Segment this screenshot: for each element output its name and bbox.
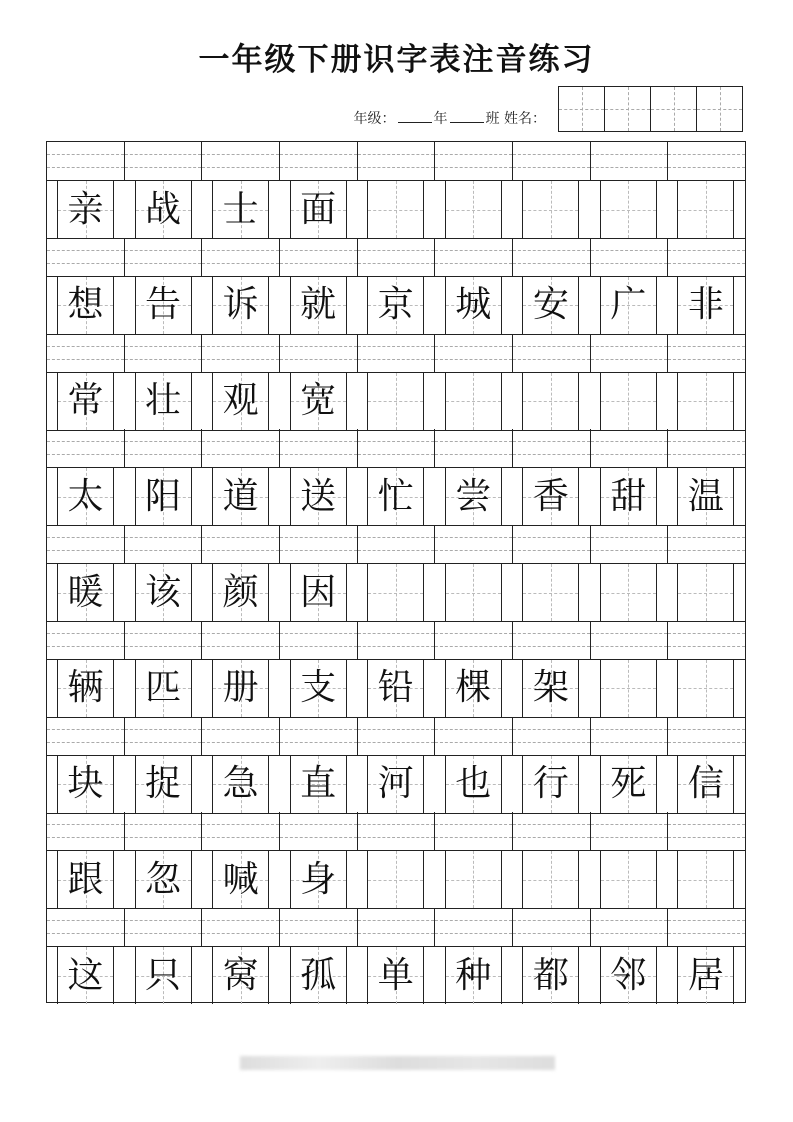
hanzi-character: 只 (145, 954, 182, 996)
pinyin-cell[interactable] (125, 142, 203, 180)
character-cell (445, 277, 502, 334)
pinyin-cell[interactable] (668, 717, 745, 755)
hanzi-character: 战 (145, 188, 182, 230)
character-cell (600, 468, 657, 525)
hanzi-character: 也 (455, 763, 492, 805)
name-cell[interactable] (605, 87, 651, 131)
character-cell[interactable] (600, 564, 657, 621)
character-cell (135, 468, 192, 525)
pinyin-cell[interactable] (125, 621, 203, 659)
character-cell[interactable] (522, 373, 579, 430)
practice-row (47, 908, 745, 1003)
pinyin-cell[interactable] (202, 334, 280, 372)
hanzi-character: 跟 (67, 858, 104, 900)
hanzi-character: 块 (67, 763, 104, 805)
pinyin-cell[interactable] (435, 429, 513, 467)
hanzi-character: 匹 (145, 667, 182, 709)
character-cell (57, 660, 114, 717)
pinyin-cell[interactable] (358, 621, 436, 659)
hanzi-character: 身 (300, 858, 337, 900)
character-cell[interactable] (522, 564, 579, 621)
character-cell (212, 181, 269, 238)
hanzi-character: 士 (222, 188, 259, 230)
pinyin-row (47, 142, 745, 181)
pinyin-cell[interactable] (591, 812, 669, 850)
hanzi-character: 送 (300, 475, 337, 517)
pinyin-row (47, 812, 745, 851)
pinyin-cell[interactable] (202, 142, 280, 180)
hanzi-character: 亲 (67, 188, 104, 230)
pinyin-cell[interactable] (668, 238, 745, 276)
pinyin-cell[interactable] (591, 334, 669, 372)
hanzi-character: 道 (222, 475, 259, 517)
pinyin-cell[interactable] (435, 334, 513, 372)
character-cell (522, 468, 579, 525)
character-cell (290, 756, 347, 813)
character-row (47, 851, 745, 909)
pinyin-cell[interactable] (202, 812, 280, 850)
pinyin-cell[interactable] (668, 142, 745, 180)
character-cell (290, 468, 347, 525)
character-cell (135, 851, 192, 908)
character-cell[interactable] (445, 851, 502, 908)
pinyin-cell[interactable] (513, 238, 591, 276)
hanzi-character: 观 (222, 380, 259, 422)
character-cell (290, 373, 347, 430)
pinyin-row (47, 525, 745, 564)
hanzi-character: 颜 (222, 571, 259, 613)
character-cell[interactable] (600, 660, 657, 717)
student-info (354, 108, 546, 128)
hanzi-character: 这 (67, 954, 104, 996)
pinyin-cell[interactable] (513, 525, 591, 563)
character-cell (290, 947, 347, 1004)
pinyin-cell[interactable] (125, 238, 203, 276)
hanzi-character: 太 (67, 475, 104, 517)
character-cell (212, 660, 269, 717)
pinyin-cell[interactable] (47, 429, 125, 467)
character-cell (367, 756, 424, 813)
character-cell (135, 660, 192, 717)
character-cell (135, 373, 192, 430)
name-cell[interactable] (559, 87, 605, 131)
pinyin-cell[interactable] (202, 717, 280, 755)
pinyin-cell[interactable] (280, 142, 358, 180)
character-row (47, 947, 745, 1003)
pinyin-cell[interactable] (202, 908, 280, 946)
practice-row (47, 429, 745, 526)
hanzi-character: 死 (610, 763, 647, 805)
pinyin-cell[interactable] (513, 717, 591, 755)
character-cell (212, 468, 269, 525)
character-cell[interactable] (522, 181, 579, 238)
hanzi-character: 急 (222, 763, 259, 805)
character-cell (57, 277, 114, 334)
hanzi-character: 忙 (377, 475, 414, 517)
pinyin-cell[interactable] (358, 429, 436, 467)
character-cell (522, 277, 579, 334)
pinyin-cell[interactable] (280, 525, 358, 563)
class-label: 班 (485, 111, 500, 127)
pinyin-cell[interactable] (47, 908, 125, 946)
character-cell[interactable] (677, 373, 734, 430)
pinyin-cell[interactable] (668, 908, 745, 946)
character-cell[interactable] (677, 181, 734, 238)
character-row (47, 277, 745, 335)
name-cell[interactable] (697, 87, 742, 131)
character-cell (135, 756, 192, 813)
character-row (47, 373, 745, 431)
hanzi-character: 捉 (145, 763, 182, 805)
character-cell (57, 181, 114, 238)
hanzi-character: 都 (532, 954, 569, 996)
character-cell (212, 277, 269, 334)
pinyin-cell[interactable] (591, 525, 669, 563)
practice-grid (46, 141, 746, 1003)
character-cell[interactable] (367, 373, 424, 430)
character-cell (445, 660, 502, 717)
hanzi-character: 尝 (455, 475, 492, 517)
hanzi-character: 邻 (610, 954, 647, 996)
name-writing-box[interactable] (558, 86, 743, 132)
hanzi-character: 架 (532, 667, 569, 709)
pinyin-cell[interactable] (513, 429, 591, 467)
character-cell (212, 564, 269, 621)
hanzi-character: 喊 (222, 858, 259, 900)
character-cell (290, 851, 347, 908)
character-cell[interactable] (600, 373, 657, 430)
pinyin-cell[interactable] (591, 429, 669, 467)
character-cell (600, 947, 657, 1004)
pinyin-cell[interactable] (47, 812, 125, 850)
character-cell[interactable] (677, 851, 734, 908)
character-cell (135, 181, 192, 238)
character-cell (135, 277, 192, 334)
character-cell (445, 468, 502, 525)
character-row (47, 181, 745, 239)
hanzi-character: 册 (222, 667, 259, 709)
character-cell (367, 277, 424, 334)
hanzi-character: 安 (532, 284, 569, 326)
pinyin-cell[interactable] (280, 334, 358, 372)
character-cell[interactable] (600, 181, 657, 238)
character-cell (57, 373, 114, 430)
practice-row (47, 334, 745, 431)
hanzi-character: 甜 (610, 475, 647, 517)
pinyin-cell[interactable] (513, 908, 591, 946)
class-blank[interactable] (450, 110, 484, 123)
character-cell (57, 468, 114, 525)
name-cell[interactable] (651, 87, 697, 131)
character-cell (212, 947, 269, 1004)
practice-row (47, 238, 745, 335)
pinyin-cell[interactable] (435, 238, 513, 276)
pinyin-cell[interactable] (47, 525, 125, 563)
hanzi-character: 种 (455, 954, 492, 996)
pinyin-cell[interactable] (513, 812, 591, 850)
pinyin-row (47, 717, 745, 756)
pinyin-cell[interactable] (591, 142, 669, 180)
character-cell (367, 947, 424, 1004)
pinyin-cell[interactable] (358, 334, 436, 372)
pinyin-cell[interactable] (202, 238, 280, 276)
pinyin-cell[interactable] (435, 908, 513, 946)
pinyin-cell[interactable] (513, 621, 591, 659)
pinyin-cell[interactable] (202, 525, 280, 563)
character-row (47, 564, 745, 622)
hanzi-character: 信 (687, 763, 724, 805)
character-cell (290, 181, 347, 238)
page-title: 一年级下册识字表注音练习 (198, 42, 595, 78)
character-cell (522, 756, 579, 813)
hanzi-character: 温 (687, 475, 724, 517)
pinyin-cell[interactable] (47, 621, 125, 659)
hanzi-character: 该 (145, 571, 182, 613)
pinyin-cell[interactable] (591, 908, 669, 946)
name-label: 姓名： (504, 111, 546, 127)
pinyin-cell[interactable] (591, 717, 669, 755)
pinyin-cell[interactable] (435, 717, 513, 755)
hanzi-character: 铅 (377, 667, 414, 709)
character-cell (522, 947, 579, 1004)
pinyin-cell[interactable] (202, 429, 280, 467)
pinyin-row (47, 429, 745, 468)
hanzi-character: 棵 (455, 667, 492, 709)
character-cell[interactable] (367, 181, 424, 238)
character-cell[interactable] (445, 373, 502, 430)
pinyin-cell[interactable] (513, 334, 591, 372)
practice-row (47, 621, 745, 718)
hanzi-character: 城 (455, 284, 492, 326)
hanzi-character: 想 (67, 284, 104, 326)
hanzi-character: 宽 (300, 380, 337, 422)
hanzi-character: 壮 (145, 380, 182, 422)
pinyin-cell[interactable] (668, 334, 745, 372)
character-cell (367, 660, 424, 717)
year-label: 年 (433, 111, 448, 127)
pinyin-cell[interactable] (591, 621, 669, 659)
character-cell (677, 468, 734, 525)
pinyin-cell[interactable] (280, 238, 358, 276)
pinyin-cell[interactable] (513, 142, 591, 180)
pinyin-cell[interactable] (125, 908, 203, 946)
hanzi-character: 广 (610, 284, 647, 326)
pinyin-cell[interactable] (668, 429, 745, 467)
character-cell[interactable] (677, 660, 734, 717)
pinyin-cell[interactable] (280, 621, 358, 659)
character-cell[interactable] (367, 564, 424, 621)
pinyin-cell[interactable] (668, 621, 745, 659)
character-cell (445, 756, 502, 813)
character-cell (212, 373, 269, 430)
character-cell (600, 277, 657, 334)
hanzi-character: 面 (300, 188, 337, 230)
hanzi-character: 非 (687, 284, 724, 326)
pinyin-cell[interactable] (125, 429, 203, 467)
pinyin-cell[interactable] (668, 525, 745, 563)
hanzi-character: 因 (300, 571, 337, 613)
hanzi-character: 阳 (145, 475, 182, 517)
hanzi-character: 就 (300, 284, 337, 326)
character-cell (212, 851, 269, 908)
pinyin-cell[interactable] (358, 238, 436, 276)
pinyin-cell[interactable] (358, 525, 436, 563)
character-cell (135, 564, 192, 621)
hanzi-character: 直 (300, 763, 337, 805)
hanzi-character: 香 (532, 475, 569, 517)
character-cell (290, 564, 347, 621)
character-cell (57, 851, 114, 908)
character-cell[interactable] (445, 181, 502, 238)
hanzi-character: 诉 (222, 284, 259, 326)
character-cell (522, 660, 579, 717)
character-cell (445, 947, 502, 1004)
character-cell (677, 756, 734, 813)
character-cell[interactable] (445, 564, 502, 621)
pinyin-cell[interactable] (47, 142, 125, 180)
practice-row (47, 717, 745, 814)
character-cell[interactable] (677, 564, 734, 621)
character-cell (57, 756, 114, 813)
pinyin-cell[interactable] (358, 908, 436, 946)
pinyin-cell[interactable] (125, 525, 203, 563)
pinyin-cell[interactable] (280, 812, 358, 850)
hanzi-character: 河 (377, 763, 414, 805)
pinyin-cell[interactable] (358, 812, 436, 850)
pinyin-row (47, 334, 745, 373)
hanzi-character: 支 (300, 667, 337, 709)
character-row (47, 660, 745, 718)
pinyin-cell[interactable] (280, 717, 358, 755)
character-cell[interactable] (522, 851, 579, 908)
pinyin-cell[interactable] (435, 621, 513, 659)
pinyin-row (47, 621, 745, 660)
character-cell[interactable] (367, 851, 424, 908)
character-cell (212, 756, 269, 813)
hanzi-character: 窝 (222, 954, 259, 996)
practice-row (47, 525, 745, 622)
pinyin-cell[interactable] (125, 334, 203, 372)
character-cell (135, 947, 192, 1004)
hanzi-character: 京 (377, 284, 414, 326)
pinyin-cell[interactable] (435, 525, 513, 563)
character-row (47, 468, 745, 526)
pinyin-cell[interactable] (358, 717, 436, 755)
pinyin-cell[interactable] (280, 908, 358, 946)
hanzi-character: 居 (687, 954, 724, 996)
pinyin-cell[interactable] (668, 812, 745, 850)
pinyin-cell[interactable] (591, 238, 669, 276)
character-cell (677, 947, 734, 1004)
pinyin-cell[interactable] (125, 812, 203, 850)
pinyin-cell[interactable] (202, 621, 280, 659)
character-cell (367, 468, 424, 525)
character-cell (600, 756, 657, 813)
grade-label: 年级： (353, 111, 396, 127)
pinyin-row (47, 908, 745, 947)
character-cell (290, 660, 347, 717)
hanzi-character: 暖 (67, 571, 104, 613)
grade-blank[interactable] (398, 110, 432, 123)
character-cell[interactable] (600, 851, 657, 908)
hanzi-character: 孤 (300, 954, 337, 996)
character-cell (677, 277, 734, 334)
pinyin-cell[interactable] (125, 717, 203, 755)
pinyin-cell[interactable] (47, 334, 125, 372)
pinyin-row (47, 238, 745, 277)
character-cell (57, 947, 114, 1004)
hanzi-character: 常 (67, 380, 104, 422)
hanzi-character: 忽 (145, 858, 182, 900)
hanzi-character: 辆 (67, 667, 104, 709)
hanzi-character: 告 (145, 284, 182, 326)
pinyin-cell[interactable] (47, 717, 125, 755)
practice-row (47, 142, 745, 239)
pinyin-cell[interactable] (435, 812, 513, 850)
pinyin-cell[interactable] (435, 142, 513, 180)
pinyin-cell[interactable] (280, 429, 358, 467)
hanzi-character: 单 (377, 954, 414, 996)
character-cell (290, 277, 347, 334)
practice-row (47, 812, 745, 909)
character-row (47, 756, 745, 814)
blurred-watermark (240, 1056, 555, 1070)
character-cell (57, 564, 114, 621)
hanzi-character: 行 (532, 763, 569, 805)
pinyin-cell[interactable] (358, 142, 436, 180)
pinyin-cell[interactable] (47, 238, 125, 276)
